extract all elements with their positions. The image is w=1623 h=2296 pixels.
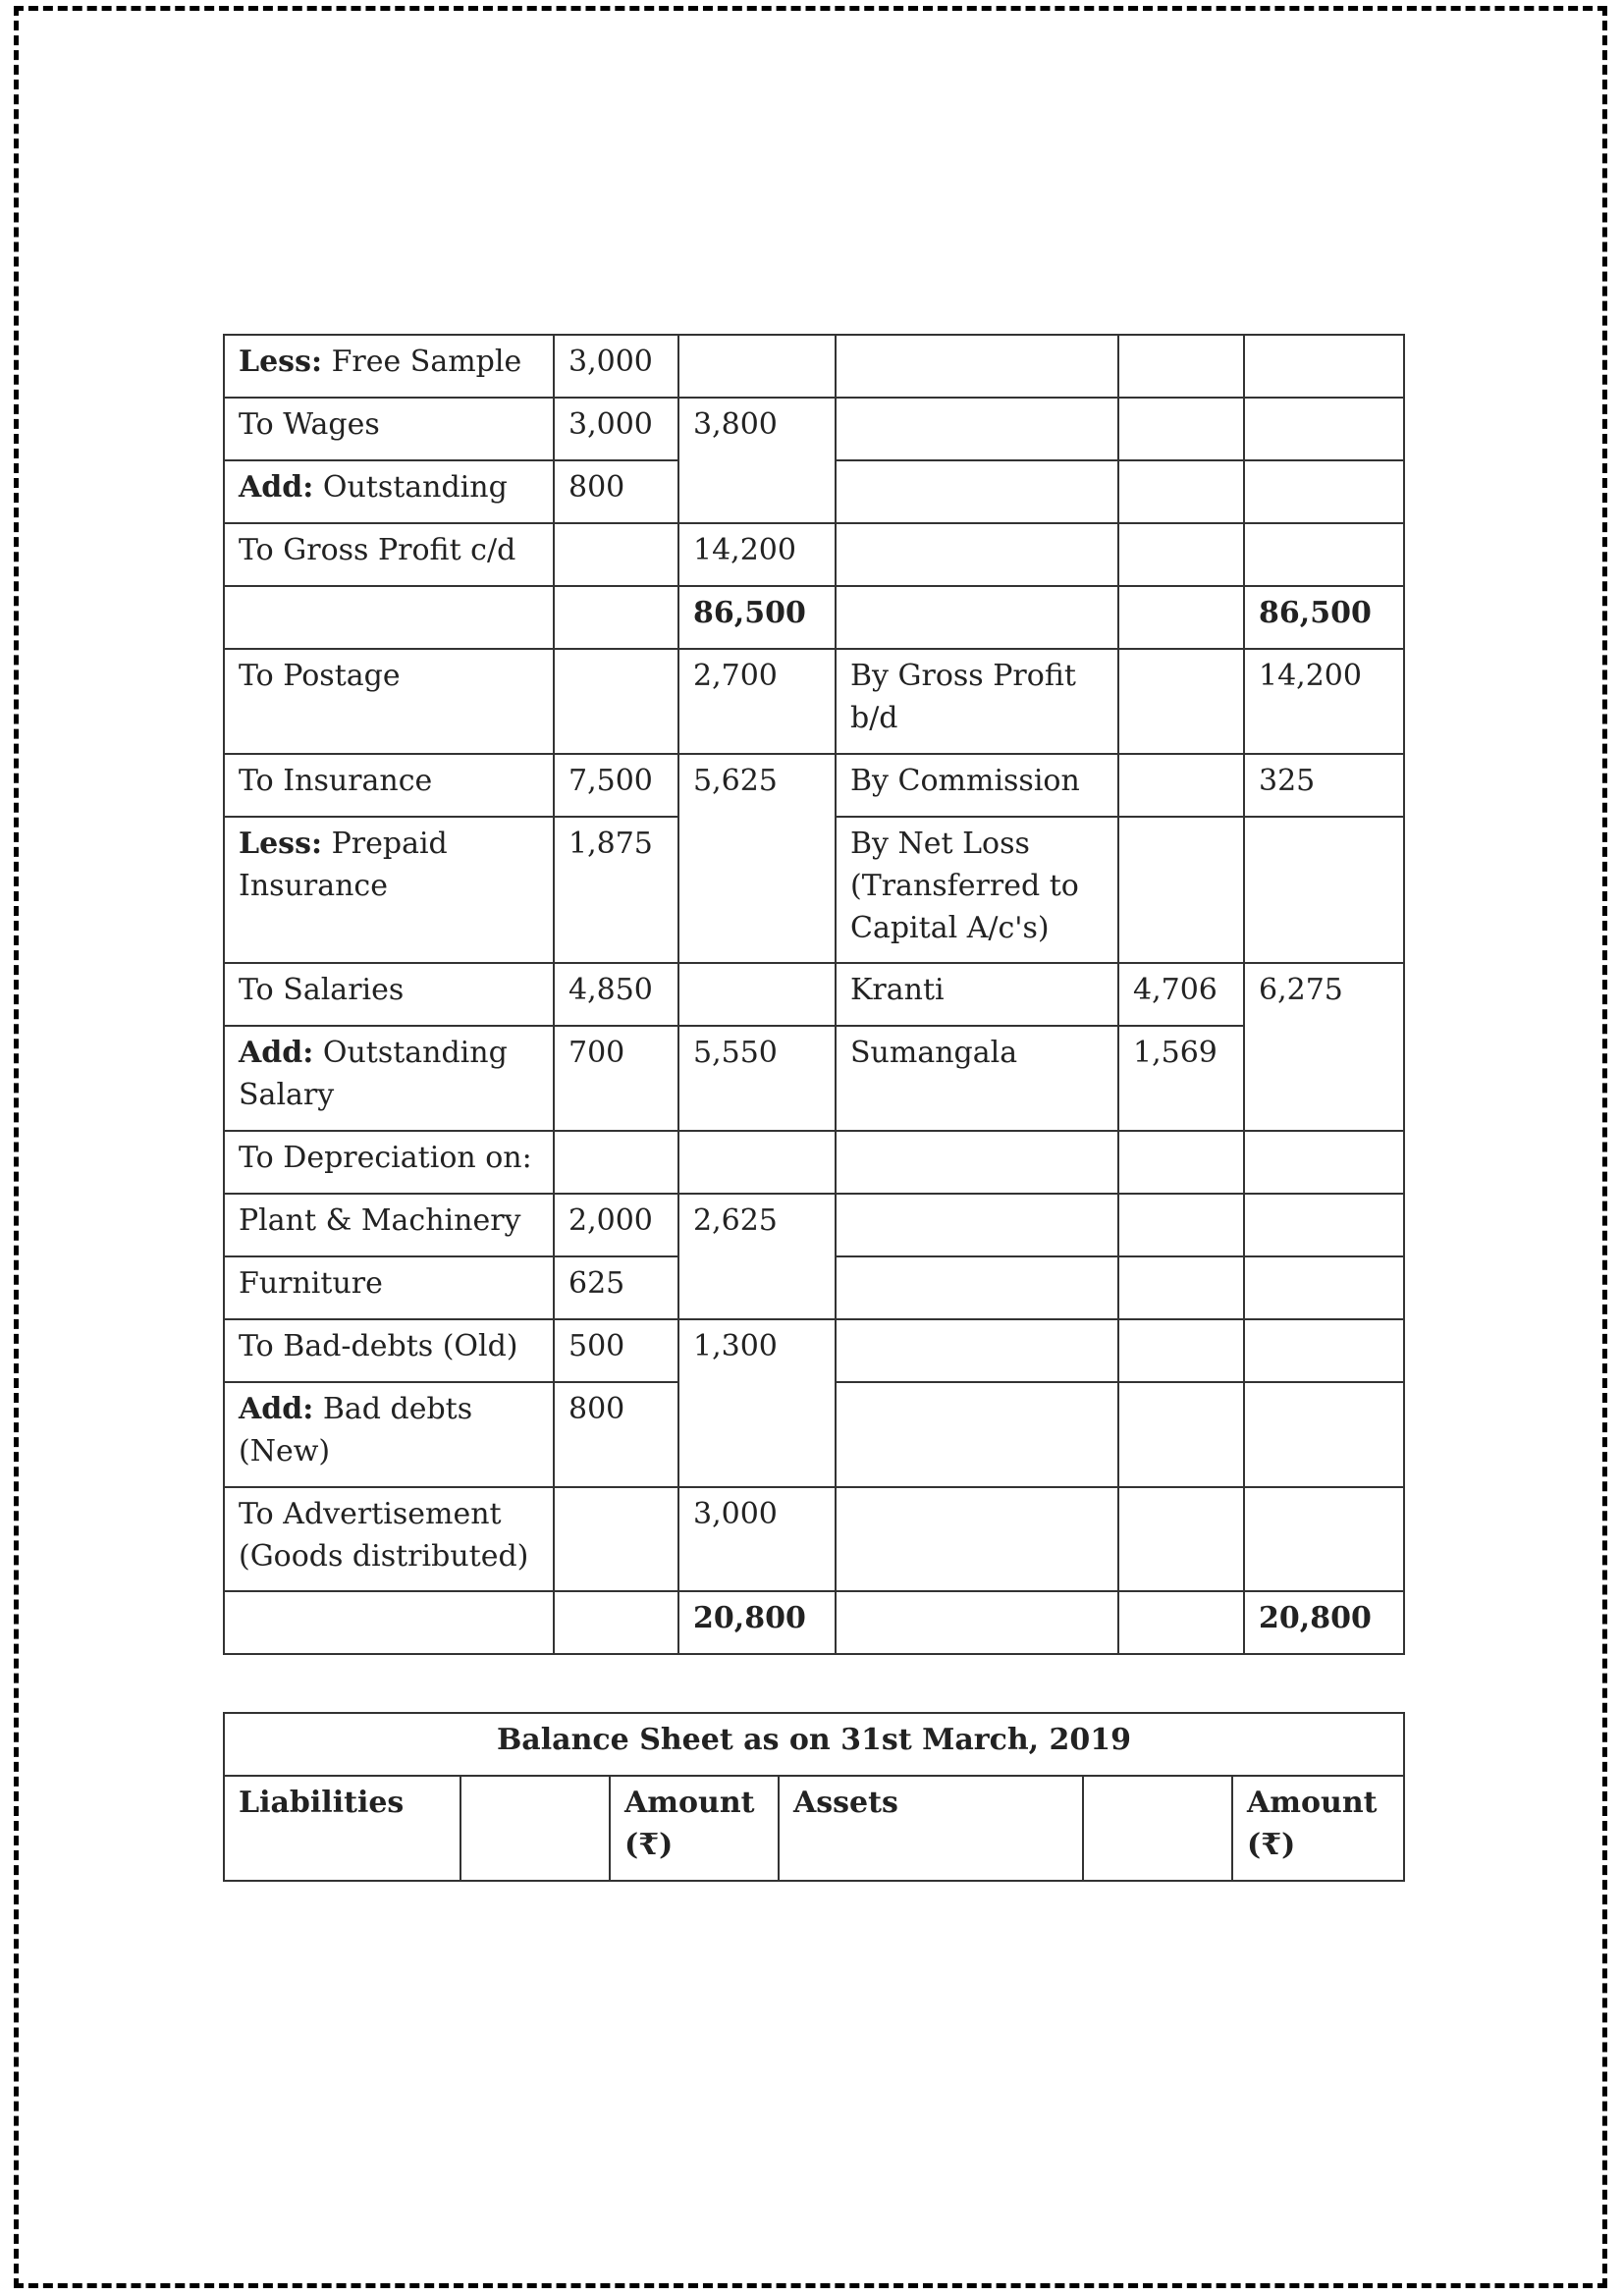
credit-total-cell: 6,275 (1244, 963, 1404, 1131)
credit-total-cell: 14,200 (1244, 649, 1404, 754)
particulars-text: To Postage (239, 659, 401, 693)
credit-particulars-cell (836, 1591, 1118, 1654)
particulars-text: To Insurance (239, 764, 433, 798)
credit-total-cell (1244, 1319, 1404, 1382)
balance-sheet-title-row (224, 1713, 1404, 1776)
table-row (224, 754, 1404, 817)
credit-amount-cell (1118, 1382, 1244, 1487)
particulars-text: To Advertisement (Goods distributed) (239, 1497, 529, 1574)
credit-total-cell (1244, 1256, 1404, 1319)
particulars-text: Free Sample (322, 345, 522, 379)
particulars-text: Bad debts (New) (239, 1392, 473, 1468)
table-row (224, 1194, 1404, 1256)
table-row (224, 523, 1404, 586)
table-row (224, 649, 1404, 754)
total-cell: 2,700 (678, 649, 836, 754)
credit-amount-cell (1118, 586, 1244, 649)
credit-amount-cell (1118, 1487, 1244, 1591)
credit-particulars-cell (836, 523, 1118, 586)
particulars-cell (224, 1487, 554, 1591)
credit-total-cell (1244, 1487, 1404, 1591)
particulars-text: Furniture (239, 1266, 383, 1301)
particulars-text: Plant & Machinery (239, 1203, 521, 1238)
credit-particulars-cell (836, 586, 1118, 649)
amount-cell: 4,850 (554, 963, 678, 1026)
liabilities-subamount-header (460, 1776, 610, 1881)
amount-cell: 2,000 (554, 1194, 678, 1256)
credit-amount-cell (1118, 649, 1244, 754)
particulars-text: Outstanding Salary (239, 1036, 508, 1112)
credit-total-cell (1244, 460, 1404, 523)
prefix-label: Less: (239, 827, 323, 861)
credit-particulars-cell (836, 1487, 1118, 1591)
credit-amount-cell (1118, 1319, 1244, 1382)
particulars-text: To Gross Profit c/d (239, 533, 516, 567)
amount-cell: 700 (554, 1026, 678, 1131)
amount-cell: 500 (554, 1319, 678, 1382)
particulars-cell (224, 649, 554, 754)
amount-cell: 3,000 (554, 398, 678, 460)
credit-total-cell (1244, 523, 1404, 586)
amount-cell (554, 649, 678, 754)
table-row (224, 398, 1404, 460)
credit-total-cell: 86,500 (1244, 586, 1404, 649)
liabilities-amount-header: Amount (₹) (610, 1776, 779, 1881)
particulars-cell (224, 1131, 554, 1194)
credit-particulars-cell (836, 1194, 1118, 1256)
particulars-text: To Depreciation on: (239, 1141, 532, 1175)
balance-sheet-title: Balance Sheet as on 31st March, 2019 (224, 1713, 1404, 1776)
credit-particulars-cell (836, 335, 1118, 398)
credit-amount-cell (1118, 335, 1244, 398)
credit-particulars-cell: By Gross Profit b/d (836, 649, 1118, 754)
particulars-cell (224, 1319, 554, 1382)
particulars-cell (224, 398, 554, 460)
amount-cell (554, 1131, 678, 1194)
credit-amount-cell (1118, 817, 1244, 963)
particulars-cell (224, 817, 554, 963)
total-cell (678, 1131, 836, 1194)
table-row (224, 1026, 1404, 1131)
credit-particulars-cell (836, 460, 1118, 523)
credit-particulars-cell (836, 1256, 1118, 1319)
particulars-text: Prepaid Insurance (239, 827, 448, 903)
credit-particulars-cell (836, 398, 1118, 460)
total-cell: 5,550 (678, 1026, 836, 1131)
table-row (224, 335, 1404, 398)
assets-amount-header: Amount (₹) (1232, 1776, 1404, 1881)
table-row (224, 963, 1404, 1026)
table-row (224, 1487, 1404, 1591)
total-cell: 5,625 (678, 754, 836, 963)
prefix-label: Less: (239, 345, 323, 379)
credit-particulars-cell (836, 1382, 1118, 1487)
credit-total-cell: 20,800 (1244, 1591, 1404, 1654)
credit-amount-cell (1118, 1131, 1244, 1194)
credit-amount-cell (1118, 1591, 1244, 1654)
total-cell: 86,500 (678, 586, 836, 649)
credit-particulars-cell (836, 1131, 1118, 1194)
credit-total-cell: 325 (1244, 754, 1404, 817)
particulars-cell (224, 586, 554, 649)
assets-header: Assets (779, 1776, 1083, 1881)
total-cell: 3,800 (678, 398, 836, 523)
credit-particulars-cell (836, 1319, 1118, 1382)
amount-cell (554, 1591, 678, 1654)
credit-total-cell (1244, 1382, 1404, 1487)
balance-sheet-header-row (224, 1776, 1404, 1881)
balance-sheet-table (223, 1712, 1405, 1882)
credit-amount-cell (1118, 1256, 1244, 1319)
particulars-text: Outstanding (313, 470, 508, 505)
credit-particulars-cell: By Commission (836, 754, 1118, 817)
particulars-text: To Bad-debts (Old) (239, 1329, 518, 1363)
amount-cell: 7,500 (554, 754, 678, 817)
credit-total-cell (1244, 1194, 1404, 1256)
amount-cell (554, 523, 678, 586)
total-cell: 3,000 (678, 1487, 836, 1591)
credit-amount-cell: 4,706 (1118, 963, 1244, 1026)
particulars-cell (224, 1591, 554, 1654)
credit-amount-cell (1118, 460, 1244, 523)
amount-cell (554, 586, 678, 649)
total-cell: 1,300 (678, 1319, 836, 1487)
total-cell: 20,800 (678, 1591, 836, 1654)
total-cell (678, 963, 836, 1026)
credit-total-cell (1244, 817, 1404, 963)
liabilities-header: Liabilities (224, 1776, 460, 1881)
credit-particulars-cell: Sumangala (836, 1026, 1118, 1131)
particulars-cell (224, 335, 554, 398)
profit-and-loss-table (223, 334, 1405, 1655)
assets-subamount-header (1083, 1776, 1232, 1881)
amount-cell: 3,000 (554, 335, 678, 398)
amount-cell (554, 1487, 678, 1591)
totals-row (224, 586, 1404, 649)
table-row (224, 1319, 1404, 1382)
particulars-cell (224, 1194, 554, 1256)
total-cell (678, 335, 836, 398)
total-cell: 2,625 (678, 1194, 836, 1319)
credit-total-cell (1244, 335, 1404, 398)
particulars-cell (224, 1256, 554, 1319)
particulars-cell (224, 1026, 554, 1131)
credit-amount-cell (1118, 523, 1244, 586)
amount-cell: 800 (554, 1382, 678, 1487)
prefix-label: Add: (239, 470, 314, 505)
amount-cell: 800 (554, 460, 678, 523)
credit-amount-cell: 1,569 (1118, 1026, 1244, 1131)
particulars-cell (224, 1382, 554, 1487)
credit-amount-cell (1118, 754, 1244, 817)
particulars-cell (224, 523, 554, 586)
credit-particulars-cell: Kranti (836, 963, 1118, 1026)
totals-row (224, 1591, 1404, 1654)
credit-total-cell (1244, 1131, 1404, 1194)
particulars-cell (224, 963, 554, 1026)
credit-total-cell (1244, 398, 1404, 460)
amount-cell: 625 (554, 1256, 678, 1319)
particulars-cell (224, 460, 554, 523)
particulars-text: To Wages (239, 407, 380, 442)
amount-cell: 1,875 (554, 817, 678, 963)
credit-particulars-cell: By Net Loss (Transferred to Capital A/c's) (836, 817, 1118, 963)
total-cell: 14,200 (678, 523, 836, 586)
prefix-label: Add: (239, 1392, 314, 1426)
credit-amount-cell (1118, 398, 1244, 460)
credit-amount-cell (1118, 1194, 1244, 1256)
table-row (224, 1131, 1404, 1194)
particulars-text: To Salaries (239, 973, 405, 1007)
prefix-label: Add: (239, 1036, 314, 1070)
particulars-cell (224, 754, 554, 817)
